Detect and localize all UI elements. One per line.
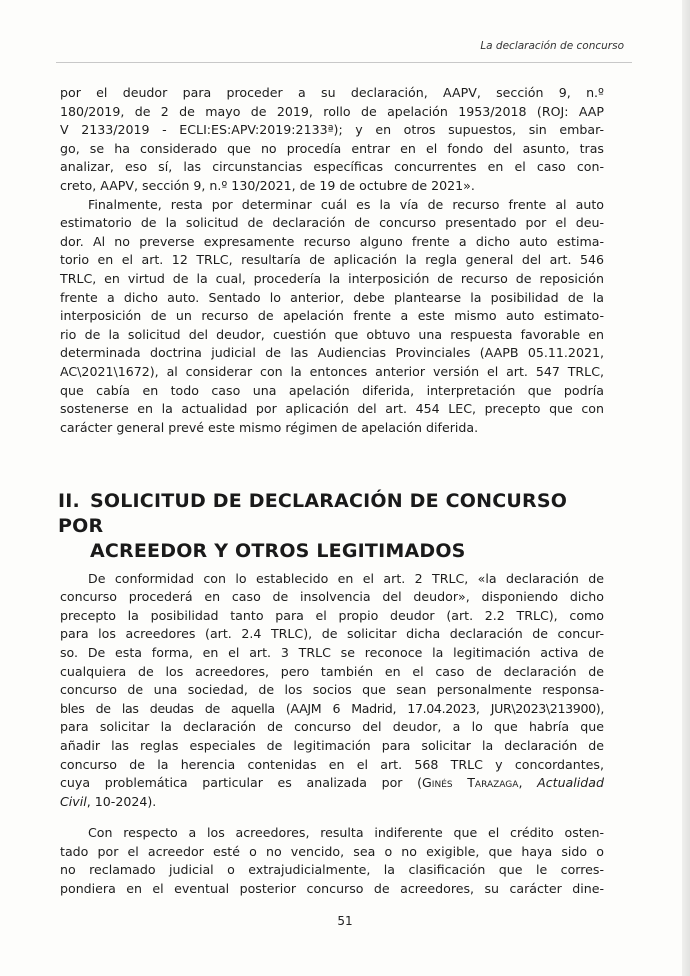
text-line: 180/2019, de 2 de mayo de 2019, rollo de apelación 1953/2018 (ROJ: AAP — [60, 103, 604, 119]
page-number: 51 — [337, 914, 353, 928]
text-line: para los acreedores (art. 2.4 TRLC), de solicitar dicha declaración de concur- — [60, 626, 604, 642]
paragraph-acreedores — [60, 824, 604, 898]
text-line: carácter general prevé este mismo régimen de apelación diferida. — [60, 419, 479, 435]
text-line: tado por el acreedor esté o no vencido, sea o no exigible, que haya sido o — [60, 843, 604, 859]
text-line: torio en el art. 12 TRLC, resultaría de aplicación la regla general del art. 546 — [60, 252, 604, 268]
text-line: V 2133/2019 - ECLI:ES:APV:2019:2133ª); y en otros supuestos, sin embar- — [60, 122, 604, 138]
paragraph-recurso — [60, 196, 604, 438]
text-line: frente a dicho auto. Sentado lo anterior, debe plantearse la posibilidad de la — [60, 289, 604, 305]
text-line: Finalmente, resta por determinar cuál es la vía de recurso frente al auto — [88, 196, 604, 212]
page-edge-shadow — [682, 0, 690, 976]
text-line: sostenerse en la actualidad por aplicación del art. 454 LEC, precepto que con — [60, 401, 604, 417]
text-line-citation — [60, 774, 604, 793]
section-number: II. — [58, 490, 80, 512]
citation-author: Ginés Tarazaga — [422, 775, 519, 791]
text-line: añadir las reglas especiales de legitimación para solicitar la declaración de — [60, 737, 604, 753]
text-line: AC\2021\1672), al considerar con la entonces anterior versión el art. 547 TRLC, — [60, 363, 604, 379]
text-line: go, se ha considerado que no procedía entrar en el fondo del asunto, tras — [60, 140, 604, 156]
text-line: interposición de un recurso de apelación frente a este mismo auto estimato- — [60, 308, 604, 324]
text-line-citation-end — [60, 793, 604, 812]
paragraph-legitimacion — [60, 570, 604, 812]
text-line: cualquiera de los acreedores, pero también en el caso de declaración de — [60, 663, 604, 679]
header-rule — [56, 62, 632, 63]
text-line: TRLC, en virtud de la cual, procedería la interposición de recurso de reposición — [60, 270, 604, 286]
section-title-line: ACREEDOR Y OTROS LEGITIMADOS — [90, 540, 466, 562]
section-title-line: SOLICITUD DE DECLARACIÓN DE CONCURSO POR — [58, 490, 568, 537]
text-line: concurso de una sociedad, de los socios que sean personalmente responsa- — [60, 682, 604, 698]
text-line: pondiera en el eventual posterior concurso de acreedores, su carácter dine- — [60, 880, 604, 896]
citation-journal-cont: Civil — [60, 793, 87, 809]
text-line: no reclamado judicial o extrajudicialmente, la clasificación que le corres- — [60, 862, 604, 878]
citation-journal: Actualidad — [537, 775, 604, 791]
citation-separator: , — [518, 775, 538, 791]
paragraph-continuation — [60, 84, 604, 196]
text-line: que cabía en todo caso una apelación diferida, interpretación que podría — [60, 382, 604, 398]
text-line: concurso procederá en caso de insolvencia del deudor», disponiendo dicho — [60, 589, 604, 605]
text-line: creto, AAPV, sección 9, n.º 130/2021, de 19 de octubre de 2021». — [60, 177, 475, 193]
text-line: por el deudor para proceder a su declaración, AAPV, sección 9, n.º — [60, 85, 604, 100]
citation-date: , 10-2024). — [86, 793, 157, 809]
body-text-top — [60, 84, 604, 437]
text-line: analizar, eso sí, las circunstancias específicas concurrentes en el caso con- — [60, 159, 604, 175]
text-line: rio de la solicitud del deudor, cuestión que obtuvo una respuesta favorable en — [60, 326, 604, 342]
text-line: determinada doctrina judicial de las Audiencias Provinciales (AAPB 05.11.2021, — [60, 345, 604, 361]
text-line: so. De esta forma, en el art. 3 TRLC se reconoce la legitimación activa de — [60, 644, 604, 660]
text-line: estimatorio de la solicitud de declaración de concurso presentado por el deu- — [60, 215, 604, 231]
text-line: De conformidad con lo establecido en el art. 2 TRLC, «la declaración de — [88, 570, 604, 586]
text-line: Con respecto a los acreedores, resulta indiferente que el crédito osten- — [88, 824, 604, 840]
body-text-section — [60, 557, 604, 911]
text-line: para solicitar la declaración de concurso del deudor, a lo que habría que — [60, 719, 604, 735]
text-line: precepto la posibilidad tanto para el propio deudor (art. 2.2 TRLC), como — [60, 607, 604, 623]
running-header: La declaración de concurso — [480, 40, 624, 52]
text-line: dor. Al no preverse expresamente recurso alguno frente a dicho auto estima- — [60, 233, 604, 249]
text-line: bles de las deudas de aquella (AAJM 6 Madrid, 17.04.2023, JUR\2023\213900), — [60, 700, 604, 716]
text-line: concurso de la herencia contenidas en el art. 568 TRLC y concordantes, — [60, 756, 604, 772]
citation-text: cuya problemática particular es analizada por ( — [60, 775, 423, 791]
section-heading — [58, 489, 618, 564]
